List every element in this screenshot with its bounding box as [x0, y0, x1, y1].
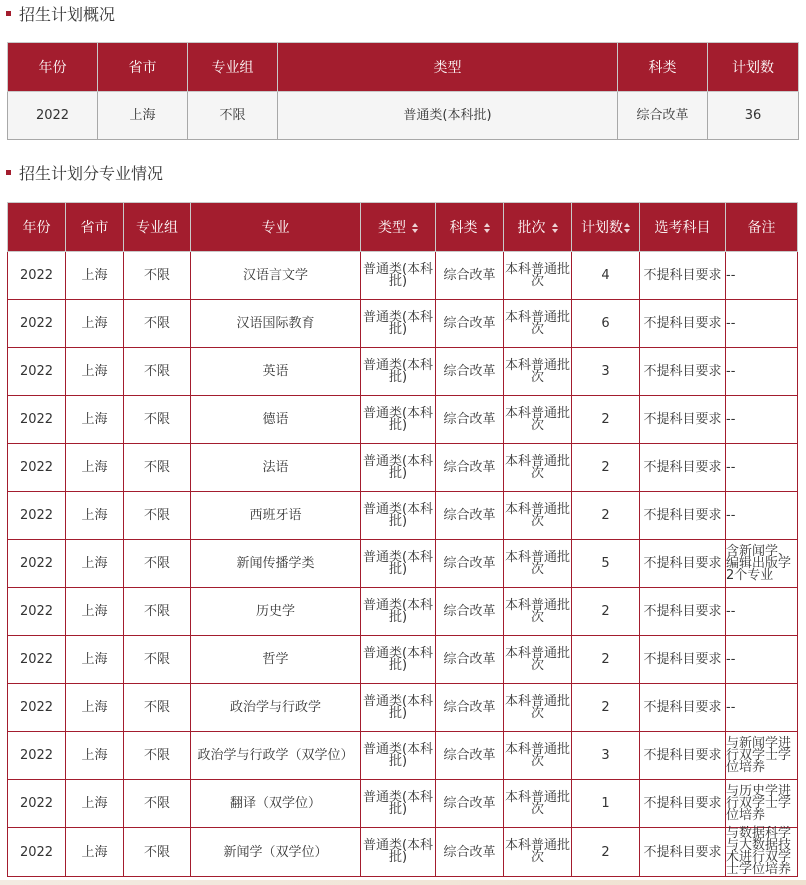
table-row — [8, 444, 798, 492]
cell-batch: 本科普通批次 — [504, 492, 572, 540]
cell-batch: 本科普通批次 — [504, 732, 572, 780]
cell-major: 汉语国际教育 — [191, 300, 361, 348]
cell-province: 上海 — [66, 780, 124, 828]
column-header: 专业组 — [188, 43, 278, 92]
cell-type: 普通类(本科批) — [361, 828, 436, 877]
cell-group: 不限 — [124, 444, 191, 492]
cell-major: 西班牙语 — [191, 492, 361, 540]
cell-year: 2022 — [8, 444, 66, 492]
cell-count: 1 — [572, 780, 640, 828]
cell-province: 上海 — [66, 684, 124, 732]
sort-header-batch[interactable]: 批次 — [504, 203, 572, 252]
cell-subjects: 不提科目要求 — [640, 492, 726, 540]
cell-year: 2022 — [8, 92, 98, 140]
cell-group: 不限 — [124, 780, 191, 828]
sort-icon — [412, 223, 418, 233]
cell-group: 不限 — [124, 300, 191, 348]
table-row — [8, 588, 798, 636]
cell-count: 2 — [572, 588, 640, 636]
overview-header-row — [8, 43, 799, 92]
table-row — [8, 252, 798, 300]
cell-batch: 本科普通批次 — [504, 444, 572, 492]
cell-subjects: 不提科目要求 — [640, 828, 726, 877]
cell-count: 36 — [708, 92, 799, 140]
cell-note: -- — [726, 348, 798, 396]
cell-major: 英语 — [191, 348, 361, 396]
cell-year: 2022 — [8, 540, 66, 588]
cell-type: 普通类(本科批) — [361, 492, 436, 540]
cell-note: -- — [726, 252, 798, 300]
cell-note: 与历史学进行双学士学位培养 — [726, 780, 798, 828]
table-row — [8, 828, 798, 877]
cell-category: 综合改革 — [436, 636, 504, 684]
cell-major: 政治学与行政学（双学位） — [191, 732, 361, 780]
cell-batch: 本科普通批次 — [504, 588, 572, 636]
cell-type: 普通类(本科批) — [361, 684, 436, 732]
cell-major: 汉语言文学 — [191, 252, 361, 300]
column-header: 年份 — [8, 43, 98, 92]
table-row — [8, 732, 798, 780]
cell-group: 不限 — [124, 252, 191, 300]
cell-count: 2 — [572, 636, 640, 684]
cell-count: 2 — [572, 684, 640, 732]
cell-major: 新闻传播学类 — [191, 540, 361, 588]
cell-batch: 本科普通批次 — [504, 828, 572, 877]
cell-major: 翻译（双学位） — [191, 780, 361, 828]
cell-type: 普通类(本科批) — [361, 636, 436, 684]
cell-count: 3 — [572, 732, 640, 780]
cell-batch: 本科普通批次 — [504, 300, 572, 348]
cell-province: 上海 — [66, 828, 124, 877]
cell-type: 普通类(本科批) — [361, 348, 436, 396]
column-header-year: 年份 — [8, 203, 66, 252]
cell-major: 法语 — [191, 444, 361, 492]
column-header-province: 省市 — [66, 203, 124, 252]
sort-header-type[interactable]: 类型 — [361, 203, 436, 252]
cell-year: 2022 — [8, 828, 66, 877]
section-marker-icon — [6, 170, 11, 175]
cell-category: 综合改革 — [436, 444, 504, 492]
table-row — [8, 540, 798, 588]
table-row — [8, 684, 798, 732]
cell-type: 普通类(本科批) — [278, 92, 618, 140]
cell-type: 普通类(本科批) — [361, 444, 436, 492]
cell-note: 含新闻学、编辑出版学2个专业 — [726, 540, 798, 588]
cell-group: 不限 — [124, 588, 191, 636]
cell-province: 上海 — [66, 492, 124, 540]
detail-table — [7, 202, 798, 877]
cell-note: 与数据科学与大数据技术进行双学士学位培养 — [726, 828, 798, 877]
cell-category: 综合改革 — [436, 684, 504, 732]
cell-year: 2022 — [8, 396, 66, 444]
section-marker-icon — [6, 11, 11, 16]
cell-major: 德语 — [191, 396, 361, 444]
cell-note: -- — [726, 588, 798, 636]
column-header-subjects: 选考科目 — [640, 203, 726, 252]
detail-section-title: 招生计划分专业情况 — [6, 164, 163, 184]
cell-count: 2 — [572, 396, 640, 444]
cell-type: 普通类(本科批) — [361, 588, 436, 636]
cell-subjects: 不提科目要求 — [640, 684, 726, 732]
cell-note: -- — [726, 300, 798, 348]
cell-province: 上海 — [66, 636, 124, 684]
cell-category: 综合改革 — [436, 492, 504, 540]
cell-year: 2022 — [8, 732, 66, 780]
table-row — [8, 348, 798, 396]
cell-major: 新闻学（双学位） — [191, 828, 361, 877]
table-row — [8, 92, 799, 140]
cell-note: -- — [726, 396, 798, 444]
cell-group: 不限 — [188, 92, 278, 140]
cell-type: 普通类(本科批) — [361, 780, 436, 828]
table-row — [8, 636, 798, 684]
cell-batch: 本科普通批次 — [504, 540, 572, 588]
table-row — [8, 780, 798, 828]
cell-year: 2022 — [8, 588, 66, 636]
cell-group: 不限 — [124, 396, 191, 444]
sort-icon — [552, 223, 558, 233]
table-row — [8, 300, 798, 348]
cell-year: 2022 — [8, 348, 66, 396]
cell-subjects: 不提科目要求 — [640, 348, 726, 396]
cell-category: 综合改革 — [436, 540, 504, 588]
cell-subjects: 不提科目要求 — [640, 780, 726, 828]
cell-batch: 本科普通批次 — [504, 684, 572, 732]
cell-province: 上海 — [66, 588, 124, 636]
cell-province: 上海 — [66, 732, 124, 780]
cell-note: -- — [726, 684, 798, 732]
cell-type: 普通类(本科批) — [361, 300, 436, 348]
cell-province: 上海 — [66, 252, 124, 300]
cell-note: -- — [726, 444, 798, 492]
cell-count: 3 — [572, 348, 640, 396]
sort-header-count[interactable]: 计划数 — [572, 203, 640, 252]
cell-group: 不限 — [124, 732, 191, 780]
cell-count: 2 — [572, 444, 640, 492]
cell-category: 综合改革 — [436, 396, 504, 444]
cell-batch: 本科普通批次 — [504, 396, 572, 444]
cell-note: 与新闻学进行双学士学位培养 — [726, 732, 798, 780]
cell-category: 综合改革 — [436, 780, 504, 828]
cell-subjects: 不提科目要求 — [640, 588, 726, 636]
detail-header-row — [8, 203, 798, 252]
overview-section-title: 招生计划概况 — [6, 5, 115, 25]
cell-subjects: 不提科目要求 — [640, 732, 726, 780]
cell-group: 不限 — [124, 348, 191, 396]
column-header-group: 专业组 — [124, 203, 191, 252]
cell-category: 综合改革 — [436, 348, 504, 396]
cell-year: 2022 — [8, 780, 66, 828]
cell-batch: 本科普通批次 — [504, 636, 572, 684]
table-row — [8, 396, 798, 444]
cell-type: 普通类(本科批) — [361, 732, 436, 780]
column-header-major: 专业 — [191, 203, 361, 252]
cell-category: 综合改革 — [436, 732, 504, 780]
cell-batch: 本科普通批次 — [504, 780, 572, 828]
cell-province: 上海 — [66, 444, 124, 492]
cell-note: -- — [726, 492, 798, 540]
cell-province: 上海 — [66, 396, 124, 444]
cell-batch: 本科普通批次 — [504, 252, 572, 300]
cell-province: 上海 — [98, 92, 188, 140]
cell-note: -- — [726, 636, 798, 684]
cell-count: 5 — [572, 540, 640, 588]
cell-group: 不限 — [124, 828, 191, 877]
detail-table-body — [8, 252, 798, 877]
cell-category: 综合改革 — [436, 588, 504, 636]
cell-group: 不限 — [124, 492, 191, 540]
sort-icon — [484, 223, 490, 233]
cell-year: 2022 — [8, 252, 66, 300]
cell-subjects: 不提科目要求 — [640, 540, 726, 588]
column-header: 科类 — [618, 43, 708, 92]
cell-year: 2022 — [8, 684, 66, 732]
cell-year: 2022 — [8, 300, 66, 348]
cell-type: 普通类(本科批) — [361, 540, 436, 588]
cell-category: 综合改革 — [436, 252, 504, 300]
sort-header-category[interactable]: 科类 — [436, 203, 504, 252]
cell-count: 4 — [572, 252, 640, 300]
cell-province: 上海 — [66, 540, 124, 588]
cell-category: 综合改革 — [618, 92, 708, 140]
cell-category: 综合改革 — [436, 300, 504, 348]
cell-major: 历史学 — [191, 588, 361, 636]
cell-province: 上海 — [66, 300, 124, 348]
column-header-note: 备注 — [726, 203, 798, 252]
sort-icon — [624, 223, 630, 233]
cell-subjects: 不提科目要求 — [640, 252, 726, 300]
cell-group: 不限 — [124, 684, 191, 732]
cell-subjects: 不提科目要求 — [640, 636, 726, 684]
cell-year: 2022 — [8, 636, 66, 684]
cell-count: 6 — [572, 300, 640, 348]
cell-subjects: 不提科目要求 — [640, 396, 726, 444]
cell-batch: 本科普通批次 — [504, 348, 572, 396]
cell-year: 2022 — [8, 492, 66, 540]
cell-major: 政治学与行政学 — [191, 684, 361, 732]
overview-table — [7, 42, 799, 140]
cell-type: 普通类(本科批) — [361, 396, 436, 444]
cell-type: 普通类(本科批) — [361, 252, 436, 300]
cell-count: 2 — [572, 828, 640, 877]
cell-subjects: 不提科目要求 — [640, 300, 726, 348]
table-row — [8, 492, 798, 540]
bottom-decoration — [0, 880, 806, 885]
cell-subjects: 不提科目要求 — [640, 444, 726, 492]
cell-category: 综合改革 — [436, 828, 504, 877]
column-header: 类型 — [278, 43, 618, 92]
cell-group: 不限 — [124, 540, 191, 588]
cell-province: 上海 — [66, 348, 124, 396]
cell-count: 2 — [572, 492, 640, 540]
column-header: 计划数 — [708, 43, 799, 92]
column-header: 省市 — [98, 43, 188, 92]
cell-group: 不限 — [124, 636, 191, 684]
cell-major: 哲学 — [191, 636, 361, 684]
